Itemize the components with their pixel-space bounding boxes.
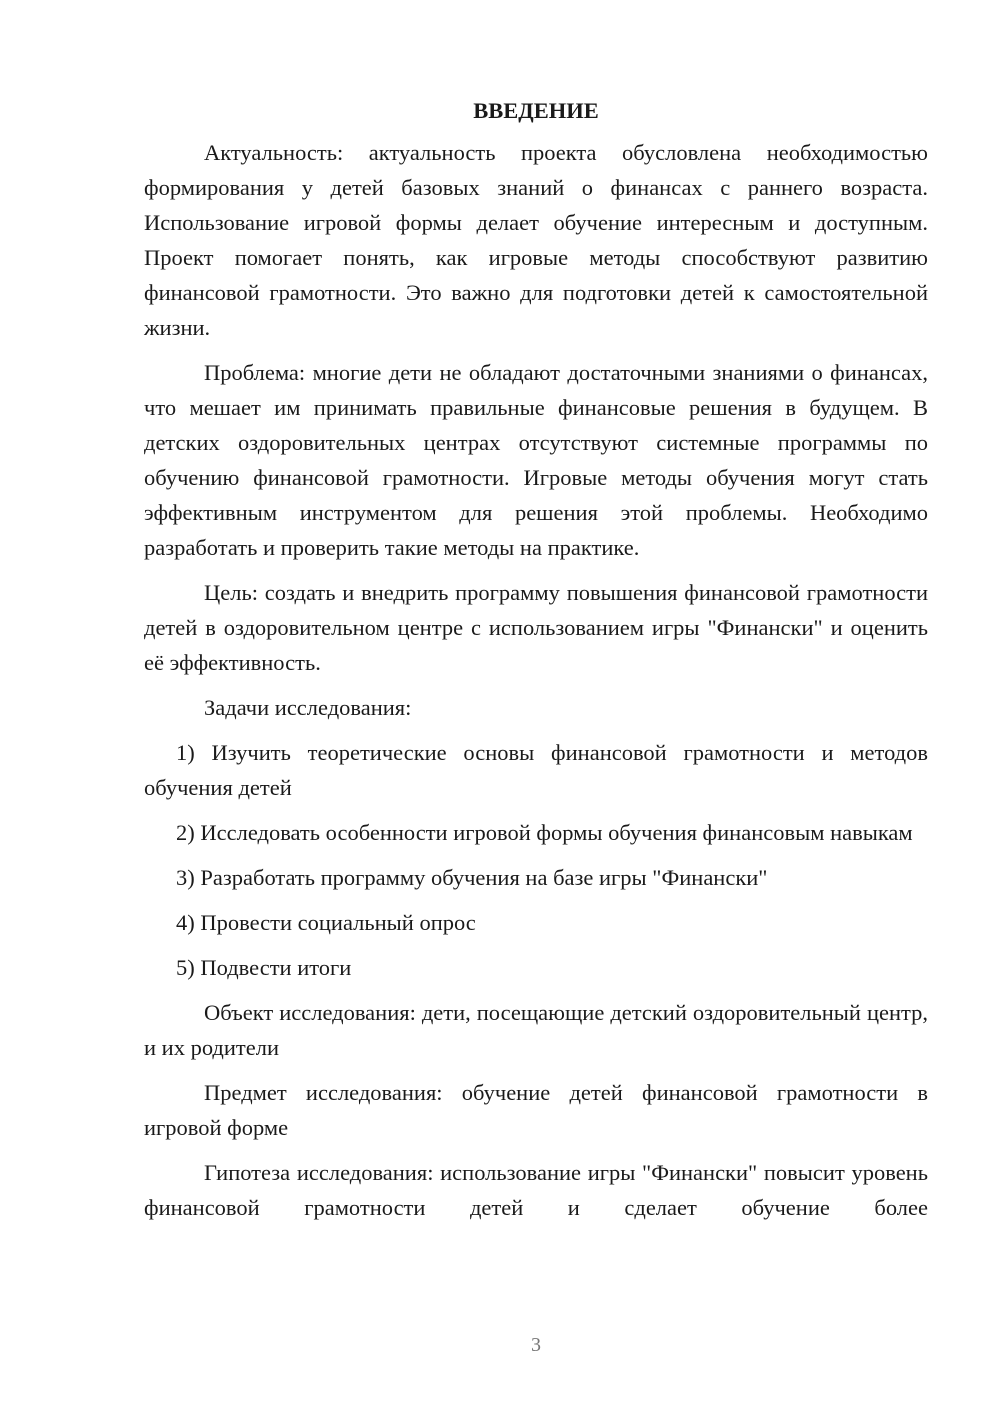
task-item-4: 4) Провести социальный опрос: [176, 910, 476, 935]
page-number: 3: [531, 1334, 541, 1356]
task-item-1: 1) Изучить теоретические основы финансовой грамотности и методов обучения детей: [144, 740, 928, 800]
paragraph-object: Объект исследования: дети, посещающие детский оздоровительный центр, и их родители: [144, 1000, 928, 1060]
paragraph-hypothesis: Гипотеза исследования: использование игры "Финански" повысит уровень финансовой грамотности детей и сделает обучение более: [144, 1160, 928, 1220]
task-item-2: 2) Исследовать особенности игровой формы обучения финансовым навыкам: [176, 820, 913, 845]
document-body: [144, 96, 928, 1225]
task-item-3: 3) Разработать программу обучения на базе игры "Финански": [176, 865, 768, 890]
section-heading: ВВЕДЕНИЕ: [473, 98, 599, 123]
tasks-title: Задачи исследования:: [204, 695, 412, 720]
task-item-5: 5) Подвести итоги: [176, 955, 352, 980]
paragraph-subject: Предмет исследования: обучение детей финансовой грамотности в игровой форме: [144, 1080, 928, 1140]
paragraph-relevance: Актуальность: актуальность проекта обусловлена необходимостью формирования у детей базовых знаний о финансах с раннего возраста. Использование игровой формы делает обучение интересным и доступным. Проект помогает понять, как игровые методы способствуют развитию финансовой грамотности. Это важно для подготовки детей к самостоятельной жизни.: [144, 140, 928, 340]
paragraph-problem: Проблема: многие дети не обладают достаточными знаниями о финансах, что мешает им принимать правильные финансовые решения в будущем. В детских оздоровительных центрах отсутствуют системные программы по обучению финансовой грамотности. Игровые методы обучения могут стать эффективным инструментом для решения этой проблемы. Необходимо разработать и проверить такие методы на практике.: [144, 360, 928, 560]
paragraph-goal: Цель: создать и внедрить программу повышения финансовой грамотности детей в оздоровительном центре с использованием игры "Финански" и оценить её эффективность.: [144, 580, 928, 675]
